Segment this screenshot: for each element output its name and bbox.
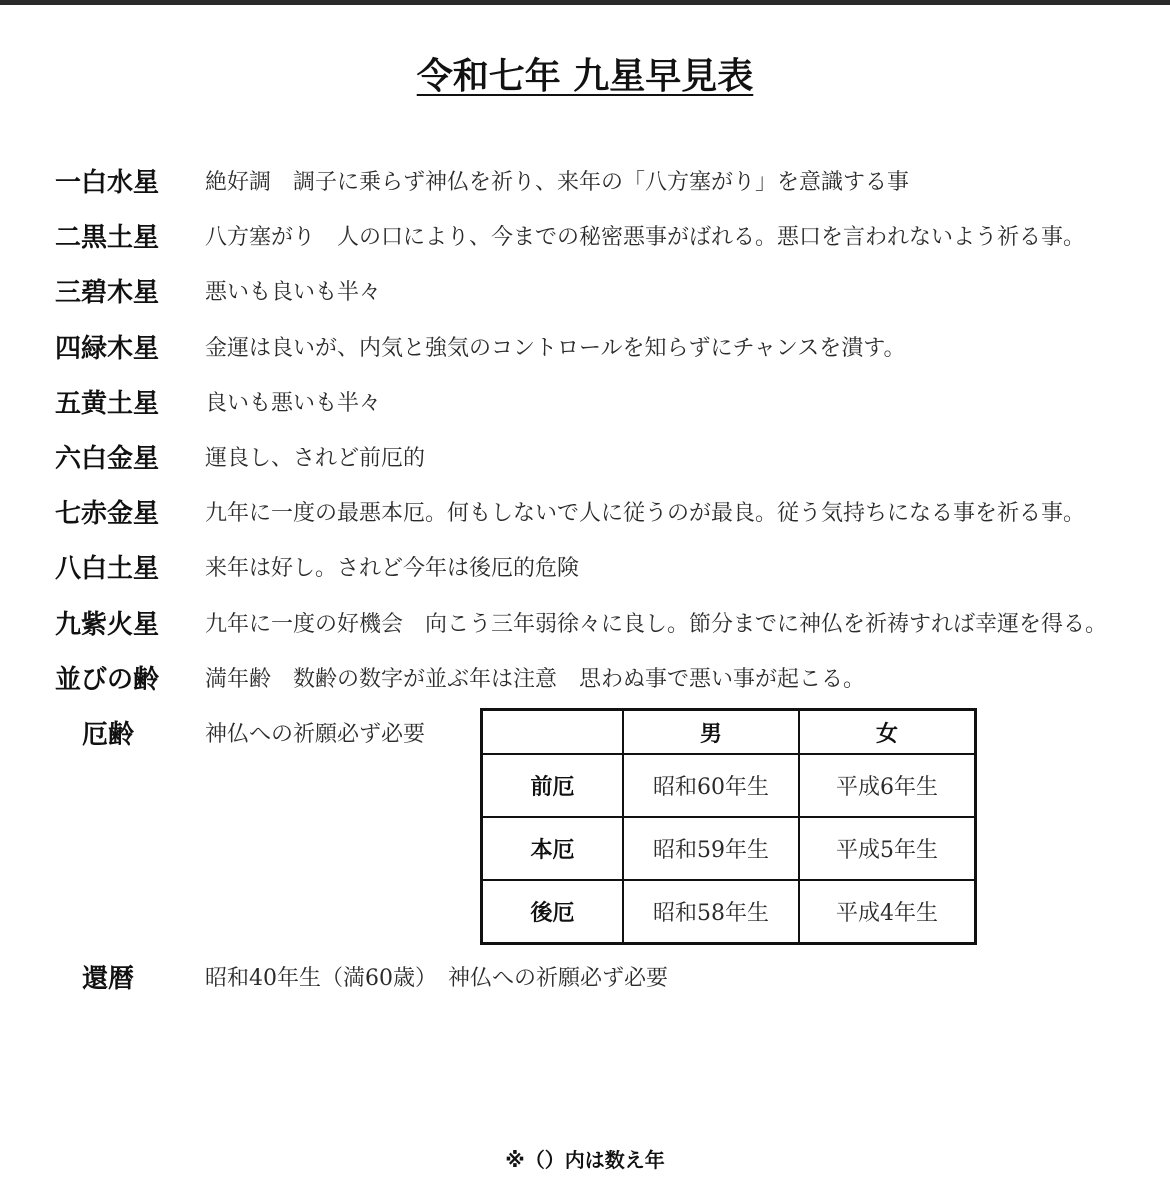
table-row <box>482 817 976 880</box>
star-fortune: 悪いも良いも半々 <box>205 280 382 306</box>
star-row <box>0 318 1170 373</box>
star-fortune: 九年に一度の最悪本厄。何もしないで人に従うのが最良。従う気持ちになる事を祈る事。 <box>205 501 1086 527</box>
star-name: 六白金星 <box>55 443 160 474</box>
male-cell: 昭和59年生 <box>623 817 799 880</box>
star-name: 八白土星 <box>55 554 160 585</box>
star-fortune: 九年に一度の好機会 向こう三年弱徐々に良し。節分までに神仏を祈祷すれば幸運を得る。 <box>205 611 1108 637</box>
male-cell: 昭和60年生 <box>623 754 799 817</box>
female-cell: 平成5年生 <box>799 817 976 880</box>
star-row <box>0 594 1170 649</box>
table-header-row <box>482 710 976 755</box>
star-row <box>0 483 1170 538</box>
star-name: 四緑木星 <box>55 333 160 364</box>
star-row <box>0 649 1170 704</box>
kanreki-note: 昭和40年生（満60歳） 神仏への祈願必ず必要 <box>205 966 668 991</box>
page-title <box>0 48 1170 99</box>
table-row <box>482 754 976 817</box>
star-fortune: 満年齢 数齢の数字が並ぶ年は注意 思わぬ事で悪い事が起こる。 <box>205 666 866 692</box>
star-name: 三碧木星 <box>55 278 160 309</box>
star-row <box>0 152 1170 207</box>
star-name: 一白水星 <box>55 168 160 198</box>
footnote: ※（）内は数え年 <box>505 1148 665 1172</box>
star-row <box>0 262 1170 317</box>
star-name: 五黄土星 <box>55 388 160 419</box>
table-header-male: 男 <box>623 710 799 755</box>
star-row <box>0 207 1170 262</box>
table-header-blank <box>482 710 624 755</box>
star-row <box>0 428 1170 483</box>
star-fortune: 運良し、されど前厄的 <box>205 445 426 471</box>
table-row <box>482 880 976 944</box>
star-fortune: 良いも悪いも半々 <box>205 390 382 416</box>
star-fortune: 来年は好し。されど今年は後厄的危険 <box>205 556 580 582</box>
yaku-label: 厄齢 <box>82 720 135 750</box>
star-fortune: 八方塞がり 人の口により、今までの秘密悪事がばれる。悪口を言われないよう祈る事。 <box>205 225 1086 251</box>
star-name: 二黒土星 <box>55 223 160 254</box>
table-header-female: 女 <box>799 710 976 755</box>
row-label: 後厄 <box>482 880 624 944</box>
row-label: 前厄 <box>482 754 624 817</box>
star-row <box>0 373 1170 428</box>
star-row <box>0 538 1170 593</box>
top-border <box>0 0 1170 5</box>
star-fortune: 金運は良いが、内気と強気のコントロールを知らずにチャンスを潰す。 <box>205 335 906 361</box>
star-name: 七赤金星 <box>55 499 160 530</box>
star-name: 並びの齢 <box>55 664 160 695</box>
female-cell: 平成4年生 <box>799 880 976 944</box>
yaku-note: 神仏への祈願必ず必要 <box>205 722 426 747</box>
kanreki-label: 還暦 <box>82 964 135 994</box>
star-list <box>0 152 1170 704</box>
female-cell: 平成6年生 <box>799 754 976 817</box>
male-cell: 昭和58年生 <box>623 880 799 944</box>
page-title-text: 令和七年 九星早見表 <box>416 56 754 97</box>
star-fortune: 絶好調 調子に乗らず神仏を祈り、来年の「八方塞がり」を意識する事 <box>205 170 910 195</box>
star-name: 九紫火星 <box>55 609 160 640</box>
row-label: 本厄 <box>482 817 624 880</box>
yaku-table <box>480 708 977 945</box>
